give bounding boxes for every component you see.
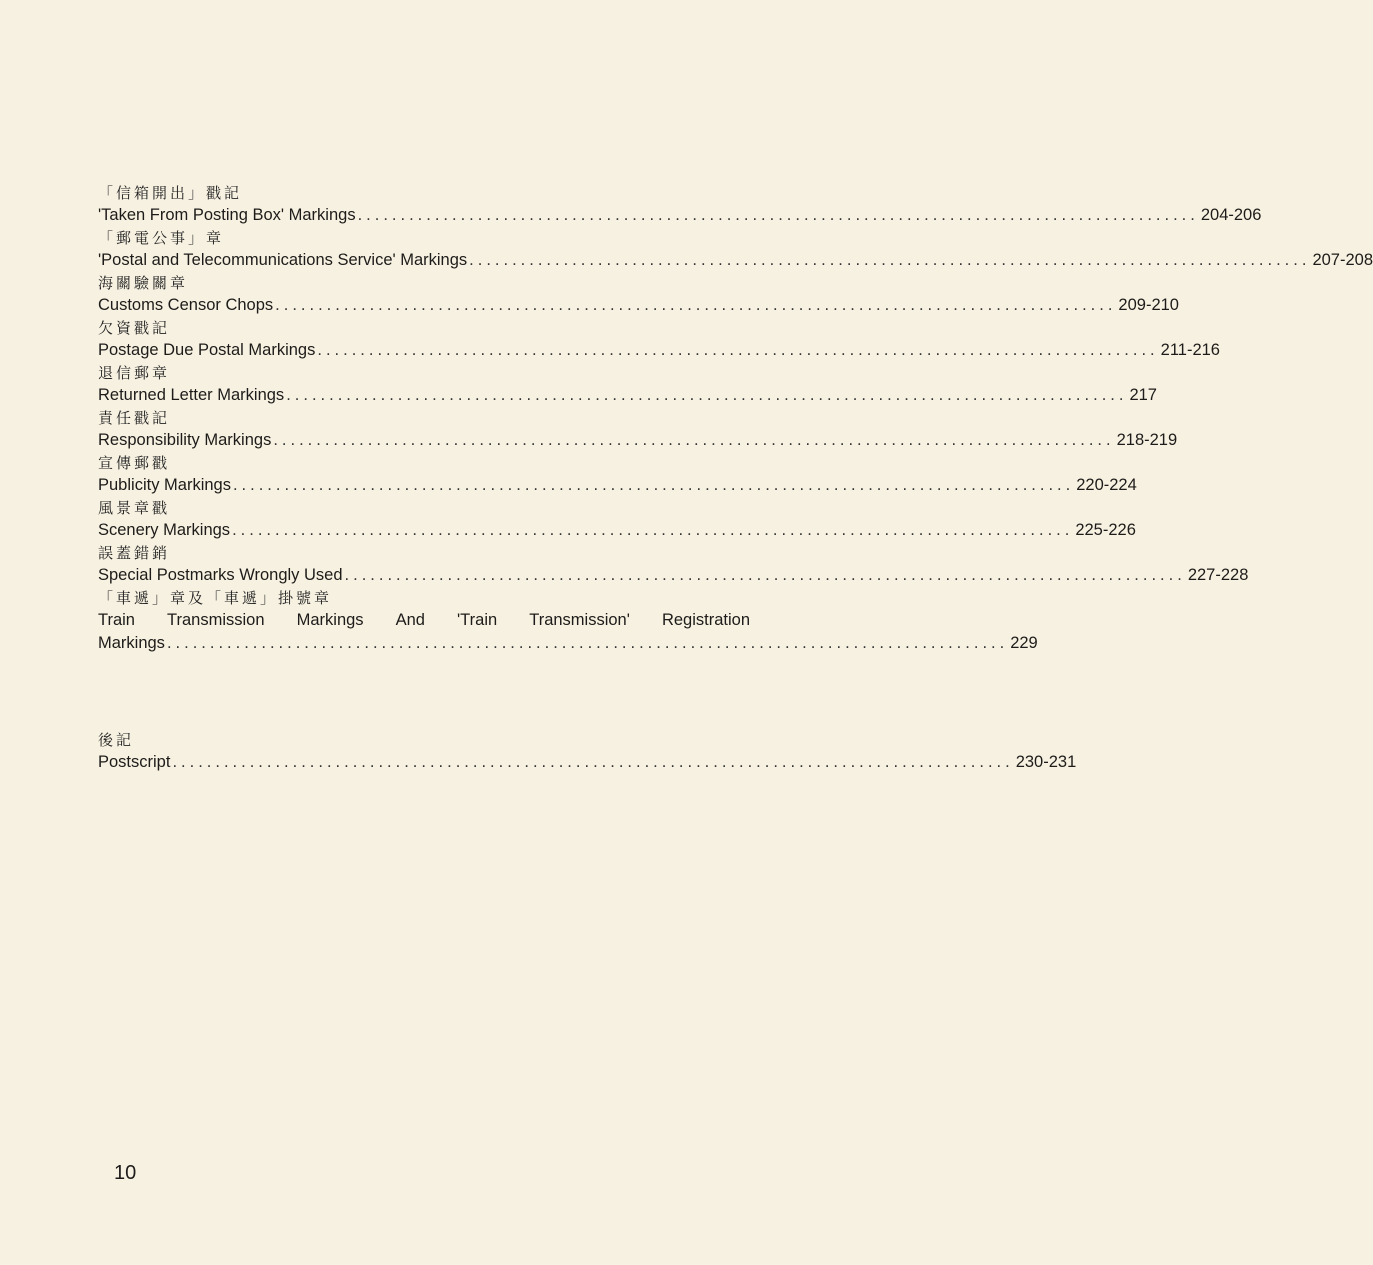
toc-entry-chinese-title: 「郵電公事」章 (98, 229, 225, 247)
toc-entry-row (98, 204, 1262, 227)
toc-entry-english-title: 'Taken From Posting Box' Markings (98, 206, 356, 224)
dot-leader: .................................................................................................. (232, 476, 1075, 494)
toc-entry-english-title: Special Postmarks Wrongly Used (98, 566, 343, 584)
dot-leader: .................................................................................................. (232, 521, 1074, 539)
toc-entry-row (98, 429, 1178, 452)
dot-leader: .................................................................................................. (286, 386, 1128, 404)
toc-entry-english-title: Scenery Markings (98, 521, 231, 539)
toc-entry-english-title-line1 (98, 609, 750, 632)
toc-entry-english-title: Postage Due Postal Markings (98, 341, 316, 359)
toc-entry-chinese-title: 「信箱開出」戳記 (98, 184, 243, 202)
dot-leader: .................................................................................................. (317, 341, 1159, 359)
toc-entry-chinese-title: 風景章戳 (98, 499, 171, 517)
dot-leader: .................................................................................................. (166, 634, 1009, 652)
toc-entry-page: 220-224 (1076, 476, 1137, 494)
toc-entry-english-title: Postscript (98, 753, 171, 771)
title-word: Transmission' (529, 611, 630, 629)
toc-entry-english-title: Responsibility Markings (98, 431, 272, 449)
page-number: 10 (114, 1162, 137, 1184)
toc-entry-page: 211-216 (1160, 341, 1220, 359)
dot-leader: .................................................................................................. (344, 566, 1186, 584)
toc-entry-page: 204-206 (1200, 206, 1262, 224)
toc-entry-postscript[interactable] (98, 729, 1077, 774)
title-word: Train (98, 611, 135, 629)
toc-entry-chinese-title: 「車遞」章及「車遞」掛號章 (98, 589, 333, 607)
toc-entry-row (98, 751, 1077, 774)
toc-entry-train-transmission[interactable] (98, 587, 1038, 655)
toc-entry-scenery[interactable] (98, 497, 1136, 542)
toc-entry-customs-censor-chops[interactable] (98, 272, 1179, 317)
title-word: Registration (661, 611, 750, 629)
toc-entry-row (98, 474, 1137, 497)
toc-entry-page: 225-226 (1075, 521, 1136, 539)
toc-entry-chinese-title: 責任戳記 (98, 409, 171, 427)
toc-entry-taken-from-posting-box[interactable] (98, 182, 1262, 227)
toc-entry-row (98, 339, 1220, 362)
toc-entry-page: 229 (1010, 634, 1038, 652)
table-of-contents (98, 182, 1373, 774)
toc-entry-row (98, 632, 1038, 655)
toc-entry-page: 227-228 (1187, 566, 1249, 584)
title-word: And (395, 611, 425, 629)
toc-entry-page: 230-231 (1015, 753, 1077, 771)
dot-leader: .................................................................................................. (273, 431, 1115, 449)
toc-entry-row (98, 384, 1157, 407)
dot-leader: .................................................................................................. (469, 251, 1311, 269)
toc-entry-chinese-title: 後記 (98, 731, 135, 749)
toc-entry-chinese-title: 海關驗關章 (98, 274, 189, 292)
toc-entry-responsibility[interactable] (98, 407, 1178, 452)
toc-entry-special-postmarks[interactable] (98, 542, 1249, 587)
title-word: Markings (296, 611, 364, 629)
dot-leader: .................................................................................................. (357, 206, 1199, 224)
title-word: Transmission (167, 611, 265, 629)
toc-entry-page: 207-208 (1312, 251, 1373, 269)
dot-leader: .................................................................................................. (172, 753, 1014, 771)
toc-entry-publicity[interactable] (98, 452, 1137, 497)
title-word: 'Train (457, 611, 498, 629)
toc-entry-page: 218-219 (1116, 431, 1178, 449)
toc-entry-page: 209-210 (1118, 296, 1179, 314)
toc-entry-english-title-line2: Markings (98, 634, 165, 652)
toc-entry-returned-letter[interactable] (98, 362, 1157, 407)
toc-entry-row (98, 249, 1373, 272)
toc-entry-chinese-title: 誤蓋錯銷 (98, 544, 171, 562)
toc-entry-chinese-title: 宣傳郵戳 (98, 454, 171, 472)
toc-entry-row (98, 564, 1249, 587)
toc-entry-english-title: Returned Letter Markings (98, 386, 285, 404)
toc-entry-row (98, 519, 1136, 542)
toc-entry-english-title: 'Postal and Telecommunications Service' Markings (98, 251, 468, 269)
dot-leader: .................................................................................................. (275, 296, 1117, 314)
toc-entry-postage-due[interactable] (98, 317, 1220, 362)
toc-entry-chinese-title: 欠資戳記 (98, 319, 171, 337)
toc-entry-english-title: Publicity Markings (98, 476, 231, 494)
toc-entry-english-title: Customs Censor Chops (98, 296, 274, 314)
toc-entry-chinese-title: 退信郵章 (98, 364, 171, 382)
section-spacer (98, 655, 750, 729)
toc-entry-page: 217 (1129, 386, 1157, 404)
toc-entry-postal-telecom-service[interactable] (98, 227, 1373, 272)
toc-entry-row (98, 294, 1179, 317)
